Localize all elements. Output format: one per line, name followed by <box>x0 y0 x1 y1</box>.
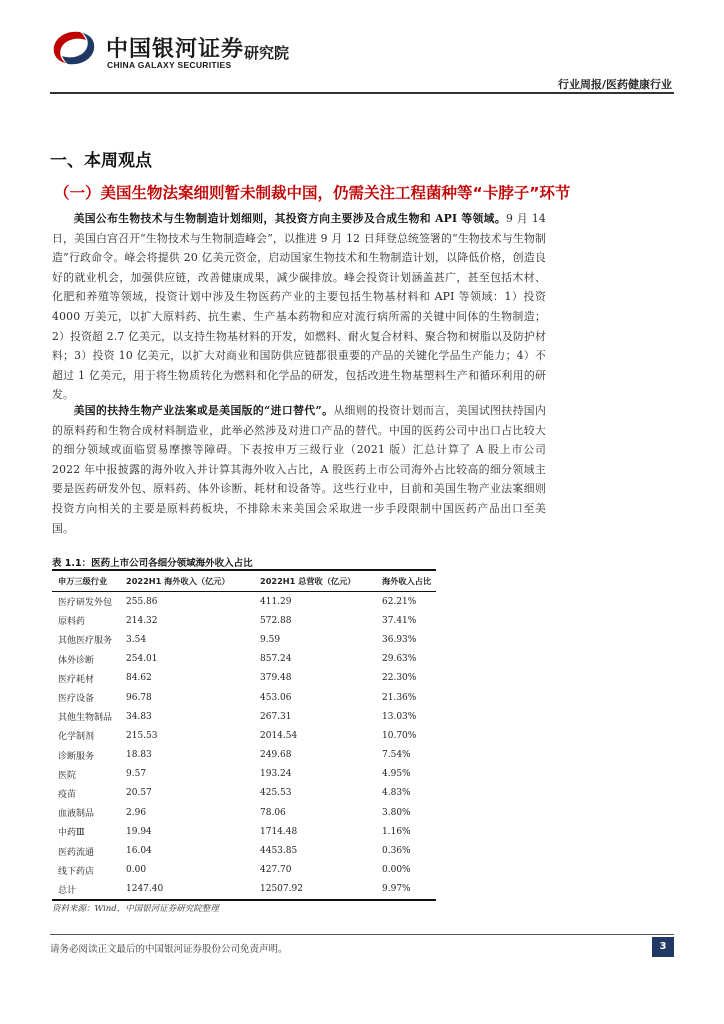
table-cell: 4.95% <box>382 769 411 780</box>
header-divider <box>50 92 674 94</box>
table-cell: 疫苗 <box>58 789 77 800</box>
table-cell: 2.96 <box>126 807 147 818</box>
footer-disclaimer: 请务必阅读正文最后的中国银河证券股份公司免责声明。 <box>50 944 288 955</box>
table-cell: 血液制品 <box>58 809 95 820</box>
table-cell: 78.06 <box>260 807 286 818</box>
table-cell: 体外诊断 <box>58 655 95 666</box>
table-row <box>52 784 436 803</box>
table-row <box>52 707 436 726</box>
brand-department: 研究院 <box>244 44 290 62</box>
paragraph-2 <box>52 401 546 538</box>
overseas-revenue-table <box>52 569 436 901</box>
table-cell: 427.70 <box>260 865 292 876</box>
table-cell: 254.01 <box>126 654 158 665</box>
table-cell: 96.78 <box>126 692 152 703</box>
table-row <box>52 669 436 688</box>
table-cell: 18.83 <box>126 750 152 761</box>
table-cell: 249.68 <box>260 750 292 761</box>
table-row <box>52 841 436 860</box>
column-header: 2022H1 海外收入（亿元） <box>120 570 254 592</box>
table-row <box>52 803 436 822</box>
table-row <box>52 726 436 745</box>
column-header: 2022H1 总营收（亿元） <box>254 570 376 592</box>
table-cell: 其他医疗服务 <box>58 636 113 647</box>
table-cell: 2014.54 <box>260 730 298 741</box>
table-cell: 13.03% <box>382 711 417 722</box>
table-cell: 37.41% <box>382 615 417 626</box>
table-cell: 4453.85 <box>260 846 298 857</box>
table-row <box>52 688 436 707</box>
table-cell: 1247.40 <box>120 880 254 900</box>
table-cell: 12507.92 <box>254 880 376 900</box>
paragraph-body: 9 月 14 日，美国白宫召开“生物技术与生物制造峰会”，以推进 9 月 12 日拜登总统签署的“生物技术与生物制造”行政命令。峰会将提供 20 亿美元资金，启动国家生物技术和生物制造计划，以降低价格，创造良好的就业机会，加强供应链，改善健康成果，减少碳排放。峰会投资计划涵盖甚广，甚至包括木材、化肥和养殖等领域，投资计划中涉及生物医药产业的主要包括生物基材料和 API 等领域：1）投资 4000 万美元，以扩大原料药、抗生素、生产基本药物和应对流行病所需的关键中间体的生物制造；2）投资超 2.7 亿美元，以支持生物基材料的开发，如燃料、耐火复合材料、聚合物和树脂以及防护材料；3）投资 10 亿美元，以扩大对商业和国防供应链都很重要的产品的关键化学品生产能力；4）不超过 1 亿美元，用于将生物质转化为燃料和化学品的研发，包括改进生物基塑料生产和循环利用的研发。 <box>52 212 546 402</box>
table-row <box>52 746 436 765</box>
table-cell: 453.06 <box>260 692 292 703</box>
brand-name-cn: 中国银河证券 <box>106 37 245 62</box>
table-row <box>52 765 436 784</box>
table-cell: 22.30% <box>382 673 417 684</box>
table-cell: 0.00 <box>126 865 147 876</box>
table-row <box>52 880 436 900</box>
table-cell: 原料药 <box>58 617 86 628</box>
table-cell: 572.88 <box>260 615 292 626</box>
table-cell: 诊断服务 <box>58 751 95 762</box>
table-cell: 411.29 <box>260 596 292 607</box>
table-cell: 其他生物制品 <box>58 713 113 724</box>
table-cell: 9.59 <box>260 634 281 645</box>
footer-divider <box>50 934 674 935</box>
table-cell: 16.04 <box>126 846 152 857</box>
table-cell: 总计 <box>52 880 120 900</box>
table-row <box>52 861 436 880</box>
table-row <box>52 822 436 841</box>
table-cell: 中药Ⅲ <box>58 828 85 839</box>
paragraph-1 <box>52 209 546 405</box>
table-cell: 3.54 <box>126 634 147 645</box>
brand-name-en: CHINA GALAXY SECURITIES <box>107 60 232 70</box>
table-cell: 857.24 <box>260 654 292 665</box>
table-cell: 193.24 <box>260 769 292 780</box>
table-cell: 9.97% <box>376 880 436 900</box>
table-cell: 7.54% <box>382 750 411 761</box>
table-cell: 34.83 <box>126 711 152 722</box>
table-cell: 215.53 <box>126 730 158 741</box>
table-cell: 0.36% <box>382 846 411 857</box>
table-row <box>52 650 436 669</box>
table-cell: 化学制剂 <box>58 732 95 743</box>
table-caption: 表 1.1：医药上市公司各细分领域海外收入占比 <box>52 558 253 569</box>
section-title: 一、本周观点 <box>50 151 152 171</box>
table-cell: 1714.48 <box>260 826 298 837</box>
table-row <box>52 630 436 649</box>
table-cell: 线下药店 <box>58 866 95 877</box>
table-cell: 255.86 <box>126 596 158 607</box>
table-cell: 29.63% <box>382 654 417 665</box>
table-cell: 医疗设备 <box>58 694 95 705</box>
table-cell: 62.21% <box>382 596 417 607</box>
table-cell: 20.57 <box>126 788 152 799</box>
table-cell: 3.80% <box>382 807 411 818</box>
table-cell: 医疗研发外包 <box>58 598 113 609</box>
table-cell: 4.83% <box>382 788 411 799</box>
table-cell: 10.70% <box>382 730 417 741</box>
table-cell: 医院 <box>58 770 77 781</box>
paragraph-lead: 美国公布生物技术与生物制造计划细则，其投资方向主要涉及合成生物和 API 等领域。 <box>73 212 507 225</box>
galaxy-logo-icon <box>50 28 98 68</box>
table-cell: 医疗耗材 <box>58 674 95 685</box>
table-cell: 36.93% <box>382 634 417 645</box>
table-header-row <box>52 570 436 592</box>
report-type: 行业周报/医药健康行业 <box>557 78 672 91</box>
table-cell: 0.00% <box>382 865 411 876</box>
table-row <box>52 592 436 612</box>
table-source-note: 资料来源：Wind，中国银河证券研究院整理 <box>52 904 219 914</box>
table-cell: 9.57 <box>126 769 147 780</box>
page-number: 3 <box>652 937 674 957</box>
table-cell: 267.31 <box>260 711 292 722</box>
paragraph-lead: 美国的扶持生物产业法案或是美国版的“进口替代”。 <box>73 404 334 417</box>
table-cell: 84.62 <box>126 673 152 684</box>
table-cell: 医药流通 <box>58 847 95 858</box>
table-row <box>52 611 436 630</box>
column-header: 申万三级行业 <box>52 570 120 592</box>
table-cell: 379.48 <box>260 673 292 684</box>
table-cell: 21.36% <box>382 692 417 703</box>
table-cell: 19.94 <box>126 826 152 837</box>
column-header: 海外收入占比 <box>376 570 436 592</box>
table-cell: 425.53 <box>260 788 292 799</box>
subsection-title: （一）美国生物法案细则暂未制裁中国，仍需关注工程菌种等“卡脖子”环节 <box>54 184 571 202</box>
table-cell: 1.16% <box>382 826 411 837</box>
paragraph-body: 从细则的投资计划而言，美国试图扶持国内的原料药和生物合成材料制造业，此举必然涉及对进口产品的替代。中国的医药公司中出口占比较大的细分领域或面临贸易摩擦等障碍。下表按申万三级行业（2021 版）汇总计算了 A 股上市公司 2022 年中报披露的海外收入并计算其海外收入占比，A 股医药上市公司海外占比较高的细分领域主要是医药研发外包、原料药、体外诊断、耗材和设备等。这些行业中，目前和美国生物产业法案细则投资方向相关的主要是原料药板块，不排除未来美国会采取进一步手段限制中国医药产品出口至美国。 <box>52 404 546 535</box>
table-cell: 214.32 <box>126 615 158 626</box>
